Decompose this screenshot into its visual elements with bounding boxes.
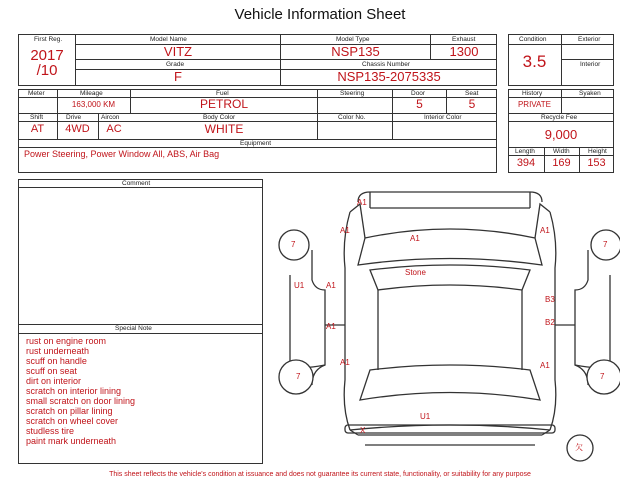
model-type-label: Model Type	[336, 36, 370, 43]
shift-label: Shift	[30, 114, 44, 121]
special-note-item: small scratch on door lining	[26, 396, 136, 406]
sheet-title: Vehicle Information Sheet	[234, 6, 406, 23]
seat-value: 5	[468, 97, 476, 111]
special-note-item: rust on engine room	[26, 336, 107, 346]
disclaimer-footer: This sheet reflects the vehicle's condition at issuance and does not guarantee its current state, functionality, or suitability for any purpose	[109, 471, 531, 478]
drive-value: 4WD	[65, 123, 90, 135]
grade-label: Grade	[166, 61, 185, 68]
height-label: Height	[588, 148, 607, 155]
chassis-value: NSP135-2075335	[337, 69, 441, 84]
car-body-diagram	[270, 180, 620, 465]
shift-value: AT	[30, 123, 45, 135]
aircon-label: Aircon	[101, 114, 120, 121]
special-note-item: studless tire	[26, 426, 75, 436]
damage-bonnet: A1	[410, 234, 420, 243]
color-no-label: Color No.	[338, 114, 366, 121]
width-value: 169	[552, 157, 571, 169]
body-color-label: Body Color	[203, 114, 236, 121]
fuel-value: PETROL	[199, 97, 248, 111]
body-color-value: WHITE	[204, 122, 244, 136]
special-note-item: rust underneath	[26, 346, 90, 356]
damage-left-front-panel: A1	[326, 281, 336, 290]
history-value: PRIVATE	[517, 100, 552, 109]
model-name-value: VITZ	[163, 44, 193, 59]
damage-left-front-door: A1	[326, 322, 336, 331]
meter-label: Meter	[28, 90, 45, 97]
first-reg-year: 2017	[30, 47, 64, 64]
exhaust-label: Exhaust	[452, 36, 476, 43]
damage-left-fender: U1	[294, 281, 305, 290]
mileage-value: 163,000 KM	[71, 100, 116, 109]
special-note-item: scuff on handle	[26, 356, 87, 366]
equipment-value: Power Steering, Power Window All, ABS, Air Bag	[24, 149, 220, 159]
chassis-label: Chassis Number	[362, 61, 411, 68]
mileage-label: Mileage	[80, 90, 103, 97]
first-reg-month: /10	[36, 62, 58, 79]
exhaust-value: 1300	[449, 44, 479, 59]
special-note-item: dirt on interior	[26, 376, 82, 386]
damage-rear-right-panel: A1	[540, 361, 550, 370]
comment-label: Comment	[122, 180, 151, 187]
aircon-value: AC	[106, 123, 122, 135]
length-label: Length	[515, 148, 535, 155]
damage-front-right-corner: A1	[540, 226, 550, 235]
recycle-fee-value: 9,000	[544, 127, 578, 142]
damage-missing-mark: 欠	[575, 443, 583, 452]
damage-rear-left-wheel: 7	[296, 372, 301, 381]
length-value: 394	[516, 157, 536, 169]
special-note-item: scratch on pillar lining	[26, 406, 113, 416]
damage-front-left-wheel: 7	[291, 240, 296, 249]
special-note-item: paint mark underneath	[26, 436, 117, 446]
door-value: 5	[416, 97, 423, 111]
door-label: Door	[411, 90, 426, 97]
syaken-label: Syaken	[579, 90, 601, 97]
fuel-label: Fuel	[216, 90, 229, 97]
special-note-label: Special Note	[115, 325, 152, 332]
damage-rear-left-panel: A1	[340, 358, 350, 367]
condition-label: Condition	[519, 36, 547, 43]
damage-rear-right-wheel: 7	[600, 372, 605, 381]
special-note-item: scuff on seat	[26, 366, 77, 376]
damage-rear-bumper: U1	[420, 412, 431, 421]
first-reg-label: First Reg.	[34, 36, 63, 43]
history-label: History	[522, 90, 543, 97]
exterior-label: Exterior	[578, 36, 601, 43]
damage-front-bumper: A1	[357, 198, 367, 207]
damage-right-front-door: B3	[545, 295, 555, 304]
model-name-label: Model Name	[150, 36, 187, 43]
condition-score: 3.5	[522, 52, 547, 71]
width-label: Width	[553, 148, 570, 155]
grade-value: F	[174, 69, 182, 84]
recycle-fee-label: Recycle Fee	[541, 114, 578, 121]
damage-front-right-wheel: 7	[603, 240, 608, 249]
steering-label: Steering	[340, 90, 365, 97]
interior-color-label: Interior Color	[424, 114, 462, 121]
height-value: 153	[587, 157, 606, 169]
damage-right-rear-door: B2	[545, 318, 555, 327]
special-note-item: scratch on interior lining	[26, 386, 122, 396]
damage-front-left-corner: A1	[340, 226, 350, 235]
damage-rear-left-corner: X	[360, 426, 366, 435]
interior-label: Interior	[580, 61, 601, 68]
seat-label: Seat	[465, 90, 479, 97]
model-type-value: NSP135	[331, 44, 380, 59]
special-note-item: scratch on wheel cover	[26, 416, 119, 426]
equipment-label: Equipment	[240, 140, 272, 147]
damage-windshield: Stone	[405, 268, 426, 277]
drive-label: Drive	[66, 114, 82, 121]
